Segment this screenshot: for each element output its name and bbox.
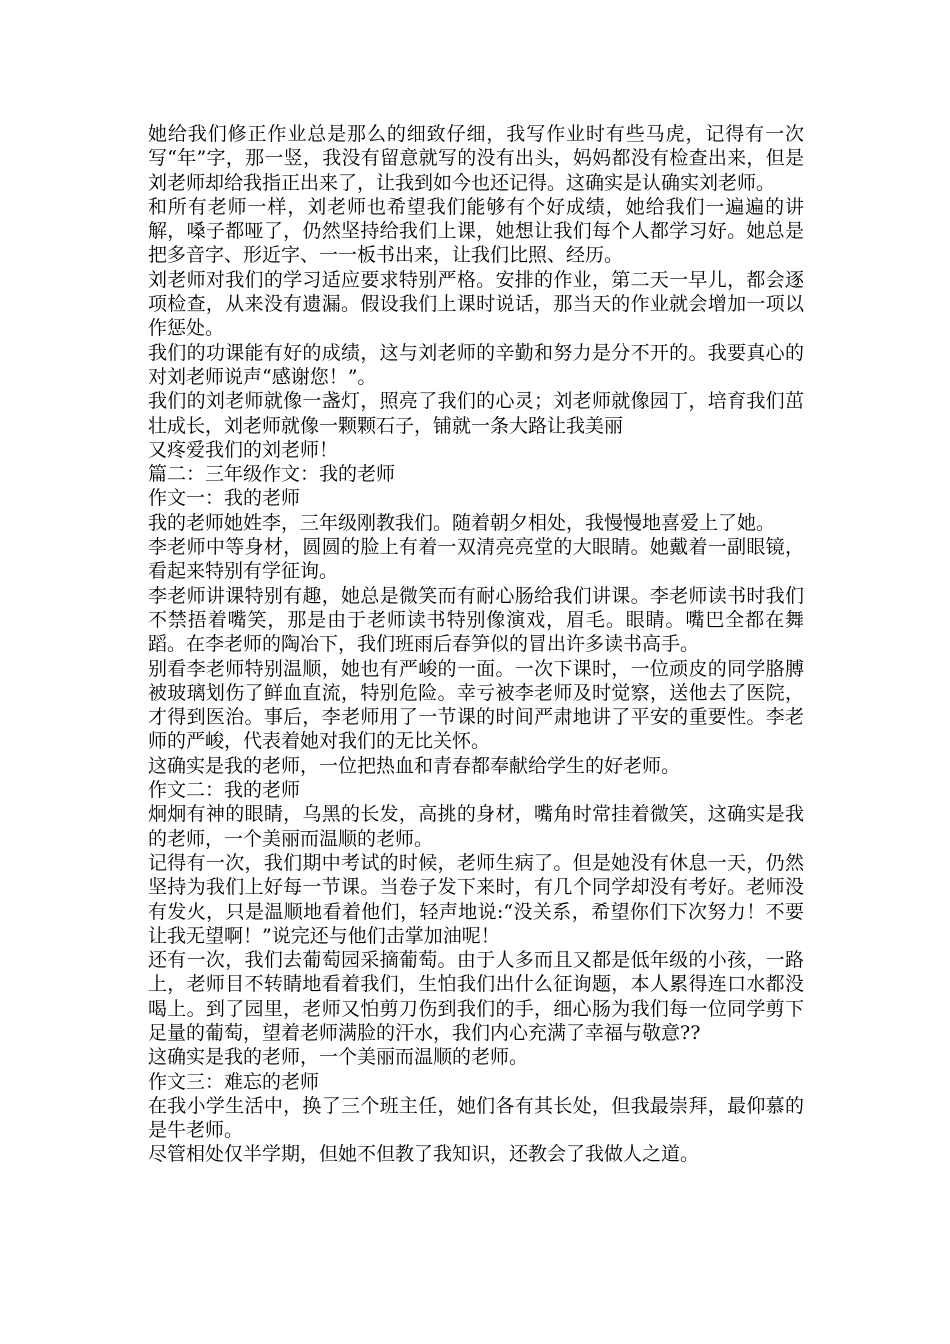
paragraph: 我的老师她姓李，三年级刚教我们。随着朝夕相处，我慢慢地喜爱上了她。 [148,511,776,534]
paragraph: 在我小学生活中，换了三个班主任，她们各有其长处，但我最崇拜，最仰慕的是牛老师。 [148,1094,804,1142]
paragraph: 我们的功课能有好的成绩，这与刘老师的辛勤和努力是分不开的。我要真心的对刘老师说声“感谢您！”。 [148,341,804,388]
section-heading: 篇二：三年级作文：我的老师 [148,463,396,486]
paragraph: 炯炯有神的眼睛，乌黑的长发，高挑的身材，嘴角时常挂着微笑，这确实是我的老师，一个美丽而温顺的老师。 [148,803,804,850]
paragraph: 我们的刘老师就像一盏灯，照亮了我们的心灵；刘老师就像园丁，培育我们茁壮成长，刘老师就像一颗颗石子，铺就一条大路让我美丽 [148,390,804,437]
paragraph: 记得有一次，我们期中考试的时候，老师生病了。但是她没有休息一天，仍然坚持为我们上好每一节课。当卷子发下来时，有几个同学却没有考好。老师没有发火，只是温顺地看着他们，轻声地说:“没关系，希望你们下次努力！不要让我无望啊！”说完还与他们击掌加油呢！ [148,851,804,947]
paragraph: 又疼爱我们的刘老师！ [148,438,339,461]
paragraph: 这确实是我的老师，一位把热血和青春都奉献给学生的好老师。 [148,754,681,777]
paragraph: 这确实是我的老师，一个美丽而温顺的老师。 [148,1046,529,1069]
paragraph: 和所有老师一样，刘老师也希望我们能够有个好成绩，她给我们一遍遍的讲解，嗓子都哑了，仍然坚持给我们上课，她想让我们每个人都学习好。她总是把多音字、形近字、一一板书出来，让我们比照、经历。 [148,195,804,267]
paragraph: 还有一次，我们去葡萄园采摘葡萄。由于人多而且又都是低年级的小孩，一路上，老师目不转睛地看着我们，生怕我们出什么征询题，本人累得连口水都没喝上。到了园里，老师又怕剪刀伤到我们的手，细心肠为我们每一位同学剪下足量的葡萄，望着老师满脸的汗水，我们内心充满了幸福与敬意?? [148,949,804,1044]
paragraph: 尽管相处仅半学期，但她不但教了我知识，还教会了我做人之道。 [148,1143,700,1166]
paragraph: 她给我们修正作业总是那么的细致仔细，我写作业时有些马虎，记得有一次写“年”字，那一竖，我没有留意就写的没有出头，妈妈都没有检查出来，但是刘老师却给我指正出来了，让我到如今也还记得。这确实是认确实刘老师。 [148,123,804,194]
document-body [148,122,804,1167]
essay-heading: 作文二：我的老师 [148,779,301,802]
essay-heading: 作文一：我的老师 [148,487,301,510]
paragraph: 李老师讲课特别有趣，她总是微笑而有耐心肠给我们讲课。李老师读书时我们不禁捂着嘴笑，那是由于老师读书特别像演戏，眉毛。眼睛。嘴巴全都在舞蹈。在李老师的陶冶下，我们班雨后春笋似的冒出许多读书高手。 [148,584,804,656]
paragraph: 别看李老师特别温顺，她也有严峻的一面。一次下课时，一位顽皮的同学胳膊被玻璃划伤了鲜血直流，特别危险。幸亏被李老师及时觉察，送他去了医院，才得到医治。事后，李老师用了一节课的时间严肃地讲了平安的重要性。李老师的严峻，代表着她对我们的无比关怀。 [148,657,804,753]
paragraph: 李老师中等身材，圆圆的脸上有着一双清亮亮堂的大眼睛。她戴着一副眼镜，看起来特别有学征询。 [148,536,804,583]
paragraph: 刘老师对我们的学习适应要求特别严格。安排的作业，第二天一早儿，都会逐项检查，从来没有遗漏。假设我们上课时说话，那当天的作业就会增加一项以作惩处。 [148,268,804,340]
essay-heading: 作文三：难忘的老师 [148,1070,320,1093]
